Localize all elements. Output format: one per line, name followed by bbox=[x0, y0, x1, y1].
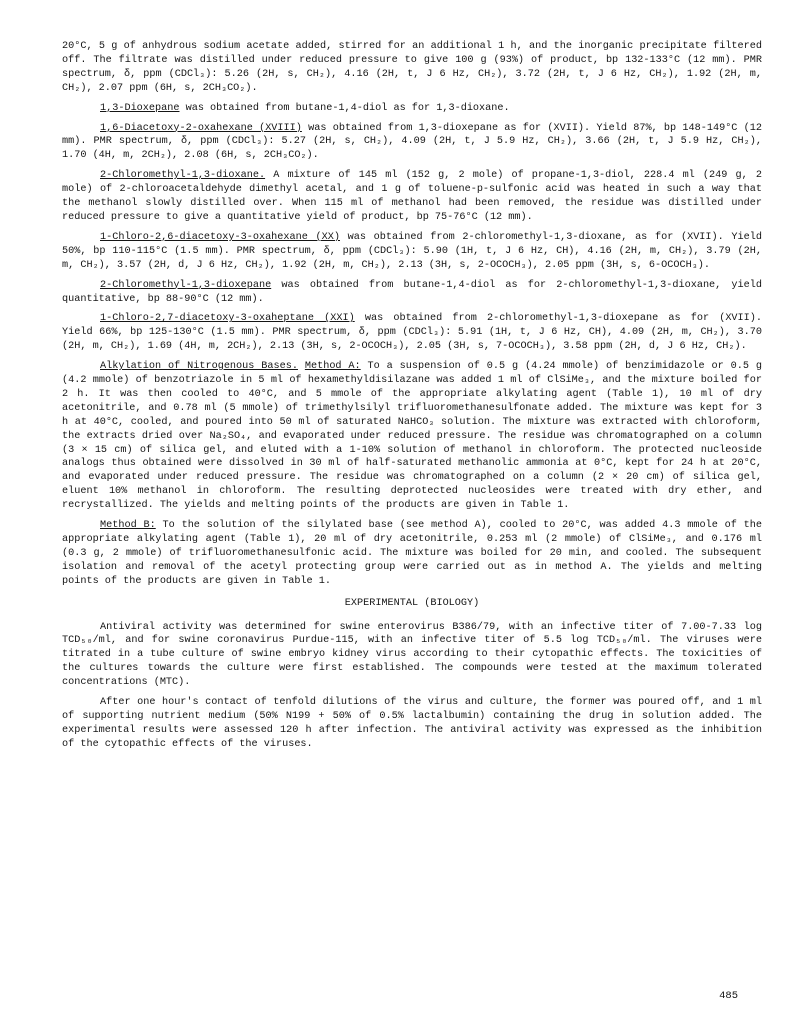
paragraph-continuation bbox=[62, 40, 762, 96]
paragraph-chloromethyl-dioxane bbox=[62, 169, 762, 225]
paragraph-text: A mixture of 145 ml (152 g, 2 mole) of propane-1,3-diol, 228.4 ml (249 g, 2 mole) of 2-chloroacetaldehyde dimethyl acetal, and 1 g of toluene-p-sulfonic acid was heated in such a way that the methanol slowly distilled over. When 115 ml of methanol had been removed, the residue was distilled under reduced pressure to give a quantitative yield of product, bp 75-76°C (12 mm). bbox=[62, 170, 762, 223]
paragraph-compound-xxi bbox=[62, 312, 762, 354]
paragraph-text: was obtained from butane-1,4-diol as for 1,3-dioxane. bbox=[179, 102, 510, 114]
method-label: Method B: bbox=[100, 520, 156, 532]
section-title: Alkylation of Nitrogenous Bases. bbox=[100, 361, 298, 373]
compound-name: 1,6-Diacetoxy-2-oxahexane (XVIII) bbox=[100, 122, 302, 134]
paragraph-dioxepane bbox=[62, 102, 762, 116]
paragraph-text: was obtained from 1,3-dioxepane as for (XVII). Yield 87%, bp 148-149°C (12 mm). PMR spectrum, δ, ppm (CDCl₃): 5.27 (2H, s, CH₂), 4.09 (2H, t, J 5.9 Hz, CH₂), 3.66 (2H, t, J 5.9 Hz, CH₂), 1.70 (4H, m, 2CH₂), 2.08 (6H, s, 2CH₃CO₂). bbox=[62, 122, 763, 162]
paragraph-text: 20°C, 5 g of anhydrous sodium acetate added, stirred for an additional 1 h, and the inorganic precipitate filtered off. The filtrate was distilled under reduced pressure to give 100 g (93%) of product, bp 132-133°C (12 mm). PMR spectrum, δ, ppm (CDCl₃): 5.26 (2H, s, CH₂), 4.16 (2H, t, J 6 Hz, CH₂), 3.72 (2H, t, J 6 Hz, CH₂), 1.92 (2H, m, CH₂), 2.07 ppm (6H, s, 2CH₃CO₂). bbox=[62, 41, 762, 94]
compound-name: 2-Chloromethyl-1,3-dioxane. bbox=[100, 170, 266, 182]
paragraph-text: was obtained from 2-chloromethyl-1,3-dioxepane as for (XVII). Yield 66%, bp 125-130°C (1.5 mm). PMR spectrum, δ, ppm (CDCl₃): 5.91 (1H, t, J 6 Hz, CH), 4.09 (2H, m, CH₂), 3.70 (2H, m, CH₂), 1.69 (4H, m, 2CH₂), 2.13 (3H, s, 2-OCOCH₃), 2.05 (3H, s, 7-OCOCH₃), 3.58 ppm (2H, d, J 6 Hz, CH₂). bbox=[62, 313, 762, 353]
paragraph-text: was obtained from butane-1,4-diol as for 2-chloromethyl-1,3-dioxane, yield quantitative, bp 88-90°C (12 mm). bbox=[62, 279, 762, 305]
paragraph-text: To the solution of the silylated base (see method A), cooled to 20°C, was added 4.3 mmole of the appropriate alkylating agent (Table 1), 20 ml of dry acetonitrile, 0.253 ml (2 mmole) of ClSiMe₃, and 0.176 ml (0.3 g, 2 mmole) of trifluoromethanesulfonic acid. The mixture was boiled for 20 min, and cooled. The subsequent isolation and removal of the acetyl protecting group were carried out as in method A. The yields and melting points of the products are given in Table 1. bbox=[62, 520, 762, 587]
paragraph-chloromethyl-dioxepane bbox=[62, 279, 762, 307]
paragraph-method-a bbox=[62, 360, 762, 513]
compound-name: 2-Chloromethyl-1,3-dioxepane bbox=[100, 279, 272, 291]
section-heading: EXPERIMENTAL (BIOLOGY) bbox=[344, 597, 480, 609]
paragraph-compound-xviii bbox=[62, 122, 762, 164]
paragraph-text: To a suspension of 0.5 g (4.24 mmole) of benzimidazole or 0.5 g (4.2 mmole) of benzotriazole in 5 ml of hexamethyldisilazane was added 1 ml of ClSiMe₃, and the mixture boiled for 2 h. It was then cooled to 40°C, and 5 mmole of the appropriate alkylating agent (Table 1), 10 ml of dry acetonitrile, and 0.78 ml (5 mmole) of trimethylsilyl trifluoromethanesulfonate added. The mixture was kept for 3 h at 40°C, cooled, and poured into 50 ml of saturated NaHCO₃ solution. The mixture was extracted with chloroform, the extracts dried over Na₂SO₄, and evaporated under reduced pressure. The residue was chromatographed on a column (3 × 15 cm) of silica gel, and eluted with a 1-10% solution of methanol in chloroform. The protected nucleoside analogs thus obtained were dissolved in 30 ml of half-saturated methanolic ammonia at 0°C, kept for 24 h at 20°C, and evaporated under reduced pressure. The residue was chromatographed on a column (2 × 20 cm) of silica gel, eluent 10% methanol in chloroform. The resulting deprotected nucleosides were treated with dry ether, and recrystallized. The yields and melting points of the products are given in Table 1. bbox=[62, 361, 762, 512]
paragraph-method-b bbox=[62, 519, 762, 589]
compound-name: 1-Chloro-2,6-diacetoxy-3-oxahexane (XX) bbox=[100, 231, 340, 243]
paragraph-text: After one hour's contact of tenfold dilutions of the virus and culture, the former was poured off, and 1 ml of supporting nutrient medium (50% N199 + 50% of 0.5% lactalbumin) containing the drug in solution added. The experimental results were assessed 120 h after infection. The antiviral activity was expressed as the inhibition of the cytopathic effects of the viruses. bbox=[62, 697, 762, 750]
paragraph-antiviral-activity bbox=[62, 621, 762, 691]
paragraph-experimental-procedure bbox=[62, 696, 762, 752]
page-number: 485 bbox=[719, 990, 738, 1002]
compound-name: 1-Chloro-2,7-diacetoxy-3-oxaheptane (XXI) bbox=[100, 313, 355, 325]
document-page bbox=[62, 40, 762, 758]
paragraph-text: Antiviral activity was determined for swine enterovirus B386/79, with an infective titer of 7.00-7.33 log TCD₅₀/ml, and for swine coronavirus Purdue-115, with an infective titer of 5.5 log TCD₅₀/ml. The viruses were titrated in a tube culture of swine embryo kidney virus according to their cytopathic effects. The toxicities of the cultures towards the culture were first established. The compounds were tested at the maximum tolerated concentrations (MTC). bbox=[62, 621, 762, 689]
method-label: Method A: bbox=[304, 361, 361, 373]
paragraph-compound-xx bbox=[62, 231, 762, 273]
paragraph-text: was obtained from 2-chloromethyl-1,3-dioxane, as for (XVII). Yield 50%, bp 110-115°C (1.5 mm). PMR spectrum, δ, ppm (CDCl₃): 5.90 (1H, t, J 6 Hz, CH), 4.16 (2H, m, CH₂), 3.79 (2H, m, CH₂), 3.57 (2H, d, J 6 Hz, CH₂), 1.92 (2H, m, CH₂), 2.13 (3H, s, 2-OCOCH₃), 2.05 ppm (3H, s, 6-OCOCH₃). bbox=[62, 231, 762, 271]
compound-name: 1,3-Dioxepane bbox=[100, 102, 180, 114]
